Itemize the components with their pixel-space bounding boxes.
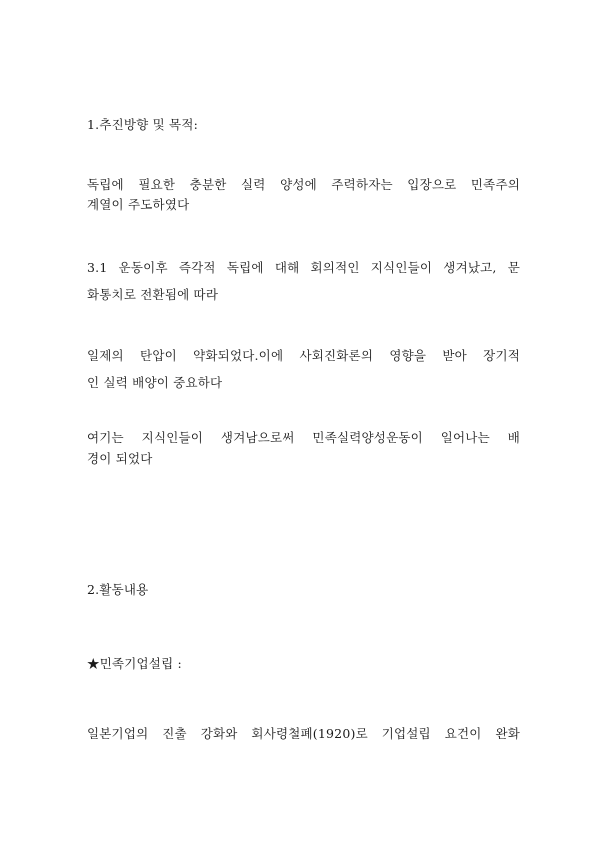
- section1-heading: 1.추진방향 및 목적:: [87, 117, 199, 132]
- section2-heading: 2.활동내용: [87, 582, 149, 597]
- paragraph4-line2: 경이 되었다: [87, 451, 153, 466]
- paragraph3-line1: 일제의 탄압이 약화되었다.이에 사회진화론의 영향을 받아 장기적: [87, 348, 520, 363]
- paragraph3-line2: 인 실력 배양이 중요하다: [87, 375, 223, 390]
- paragraph4-line1: 여기는 지식인들이 생겨남으로써 민족실력양성운동이 일어나는 배: [87, 430, 520, 445]
- subheading-national-enterprise: ★민족기업설립 :: [87, 656, 182, 671]
- paragraph1-line2: 계열이 주도하였다: [87, 197, 190, 212]
- paragraph1-line1: 독립에 필요한 충분한 실력 양성에 주력하자는 입장으로 민족주의: [87, 177, 520, 192]
- paragraph2-line2: 화통치로 전환됨에 따라: [87, 287, 219, 302]
- paragraph5-line1: 일본기업의 진출 강화와 회사령철폐(1920)로 기업설립 요건이 완화: [87, 726, 520, 741]
- paragraph2-line1: 3.1 운동이후 즉각적 독립에 대해 회의적인 지식인들이 생겨났고, 문: [87, 260, 520, 275]
